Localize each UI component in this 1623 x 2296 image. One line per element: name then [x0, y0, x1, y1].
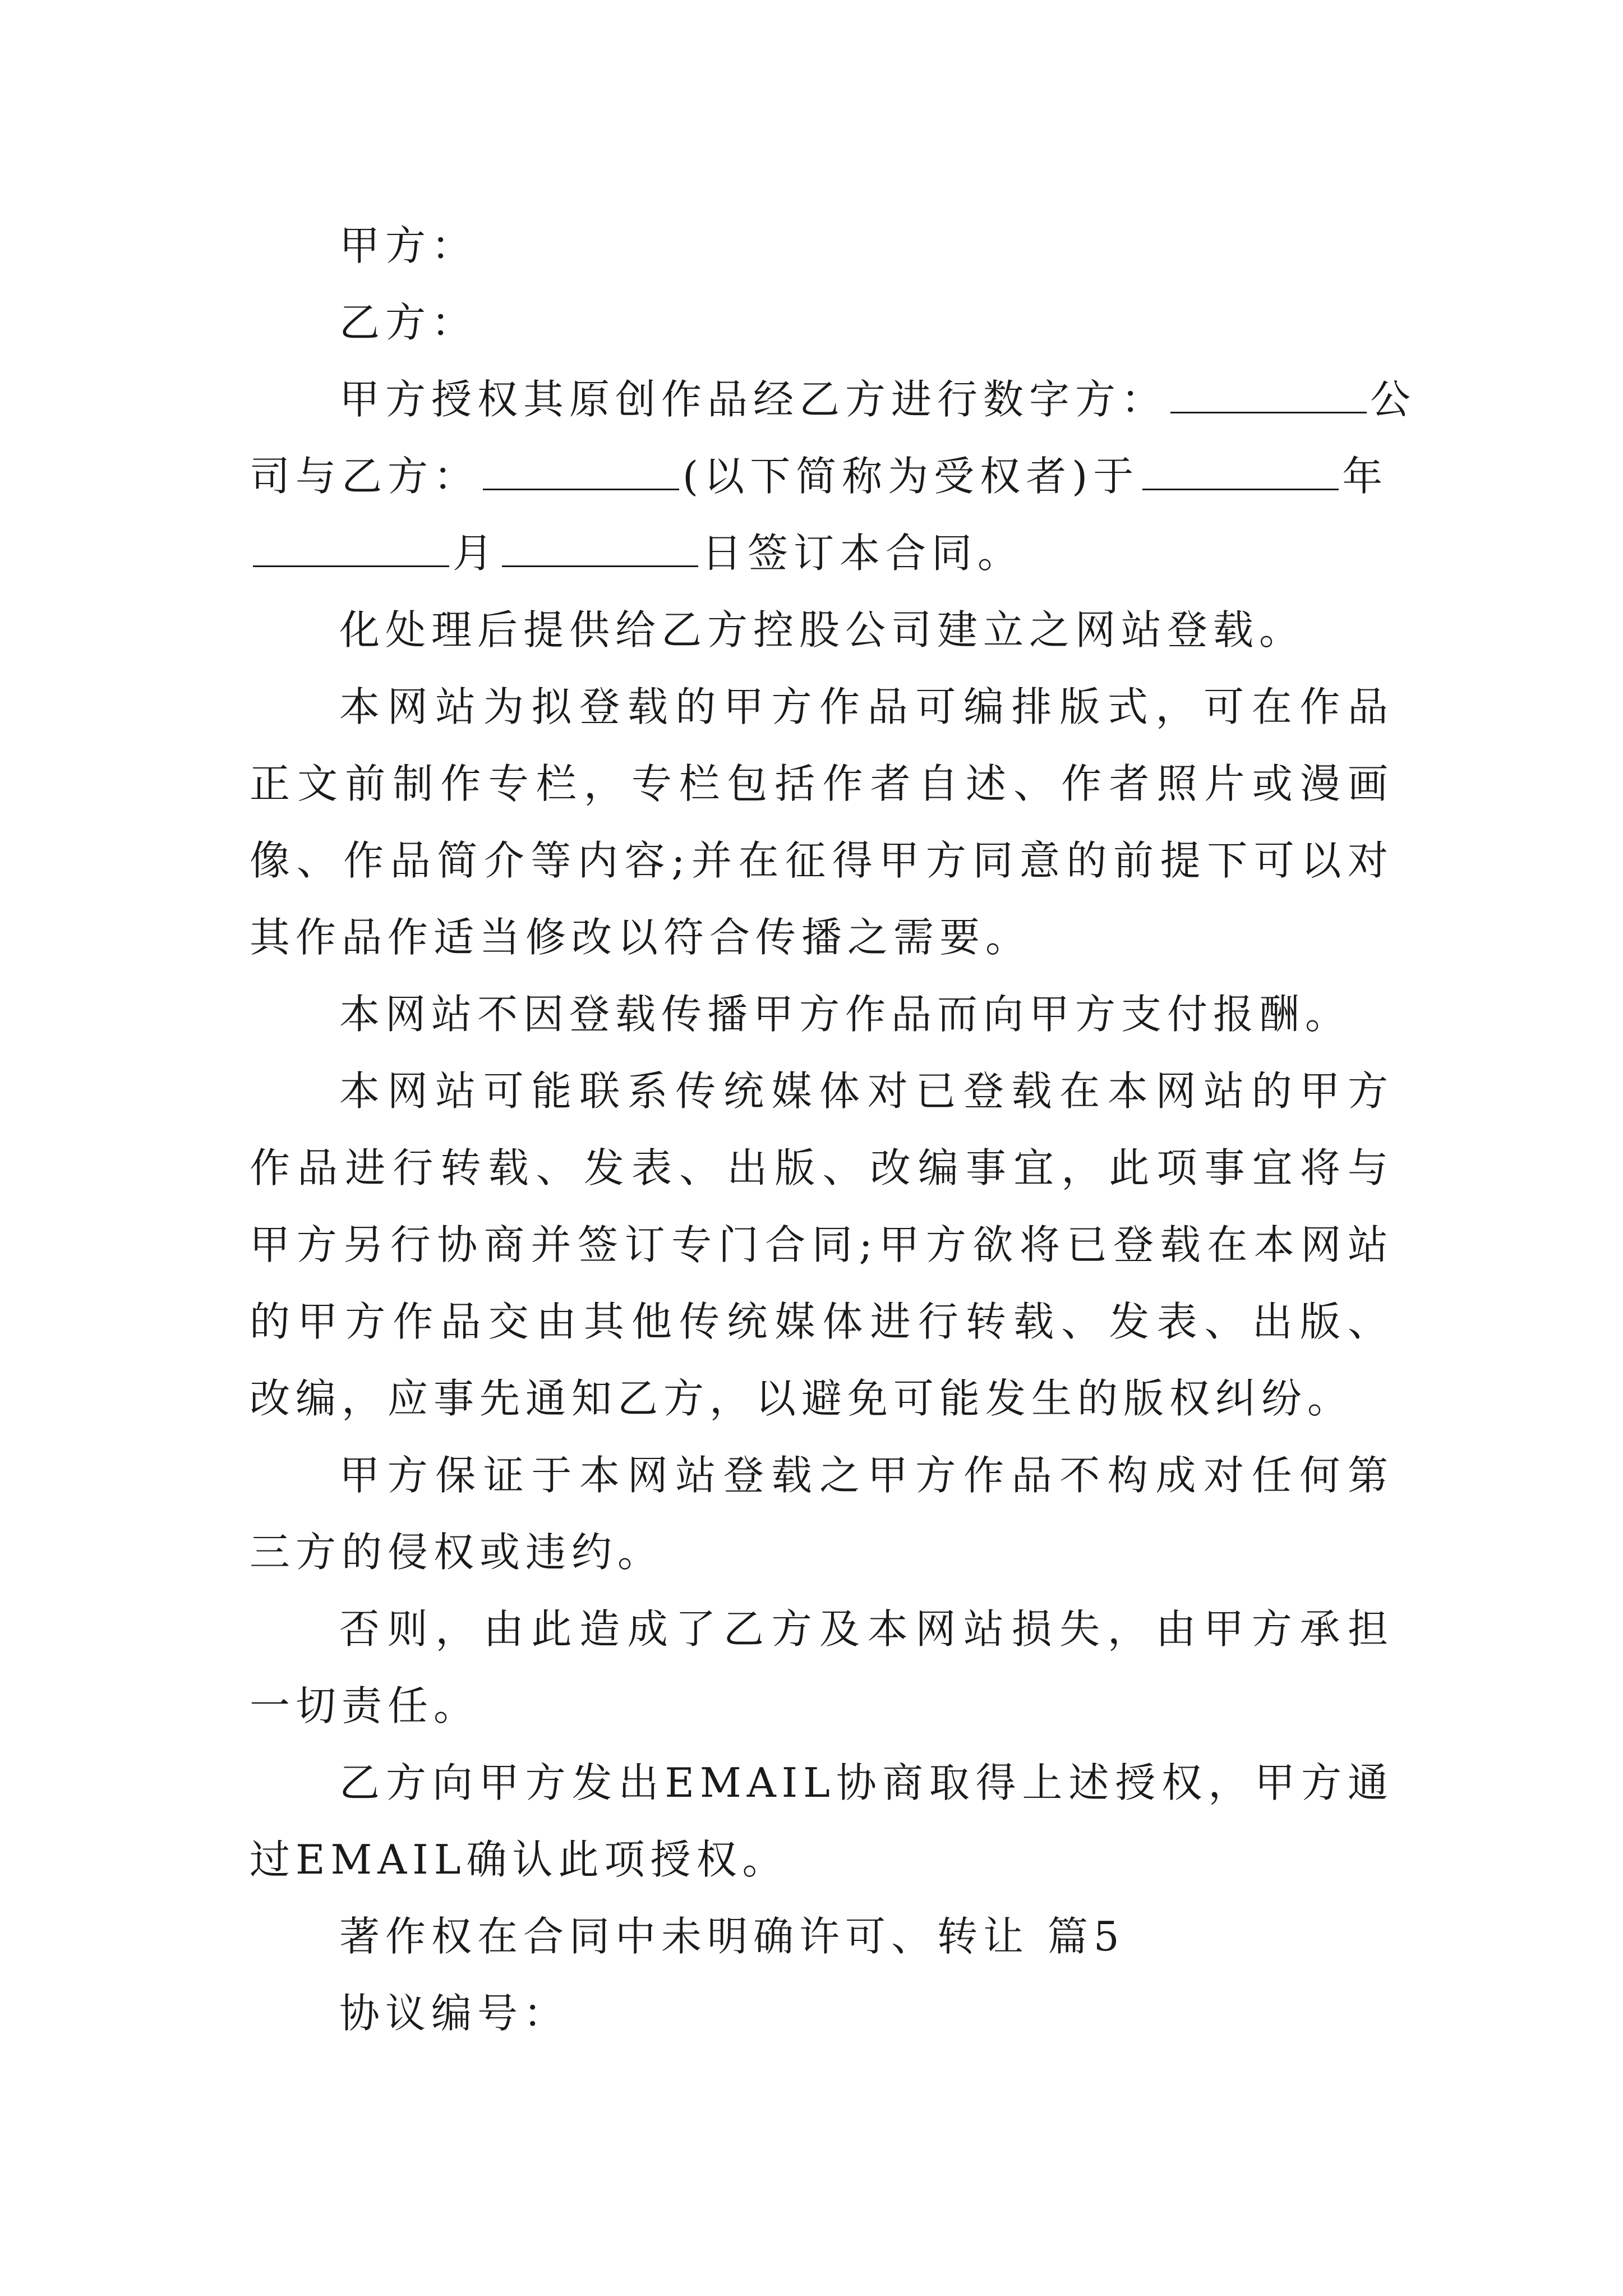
contract-intro-text: 月: [453, 530, 499, 577]
agreement-number-label: 协议编号：: [339, 1990, 570, 2037]
paragraph: 甲方保证于本网站登载之甲方作品不构成对任何第三方的侵权或违约。: [250, 1452, 1394, 1576]
contract-intro: [250, 361, 1417, 592]
month-blank: [253, 532, 449, 567]
contract-intro-text: 甲方授权其原创作品经乙方进行数字方：: [339, 376, 1168, 423]
year-blank: [1142, 455, 1339, 490]
company-blank: [1170, 378, 1367, 413]
contract-intro-line-3: [250, 515, 1394, 592]
day-blank: [502, 532, 698, 567]
section-heading: 著作权在合同中未明确许可、转让 篇5: [339, 1913, 1125, 1960]
paragraph: 本网站可能联系传统媒体对已登载在本网站的甲方作品进行转载、发表、出版、改编事宜，此项事宜将与甲方另行协商并签订专门合同;甲方欲将已登载在本网站的甲方作品交由其他传统媒体进行转载、发表、出版、改编，应事先通知乙方，以避免可能发生的版权纠纷。: [250, 1068, 1394, 1422]
contract-intro-text: (以下简称为受权者)于: [683, 453, 1140, 500]
paragraph: 乙方向甲方发出EMAIL协商取得上述授权，甲方通过EMAIL确认此项授权。: [250, 1759, 1394, 1883]
contract-intro-text: 公: [1370, 376, 1417, 423]
party-a-label: 甲方：: [339, 222, 478, 269]
contract-intro-text: 年: [1342, 453, 1389, 500]
licensee-blank: [483, 455, 679, 490]
contract-intro-line-1: [250, 361, 1417, 438]
contract-intro-text: 司与乙方：: [250, 453, 480, 500]
contract-intro-text: 日签订本合同。: [702, 530, 1024, 577]
paragraph: 本网站不因登载传播甲方作品而向甲方支付报酬。: [339, 991, 1352, 1038]
party-b-label: 乙方：: [339, 299, 478, 346]
paragraph: 化处理后提供给乙方控股公司建立之网站登载。: [339, 606, 1306, 654]
paragraph: 本网站为拟登载的甲方作品可编排版式，可在作品正文前制作专栏，专栏包括作者自述、作者照片或漫画像、作品简介等内容;并在征得甲方同意的前提下可以对其作品作适当修改以符合传播之需要。: [250, 683, 1394, 961]
paragraph: 否则，由此造成了乙方及本网站损失，由甲方承担一切责任。: [250, 1605, 1394, 1729]
contract-intro-line-2: [250, 438, 1394, 515]
document-body: [250, 208, 1417, 2052]
